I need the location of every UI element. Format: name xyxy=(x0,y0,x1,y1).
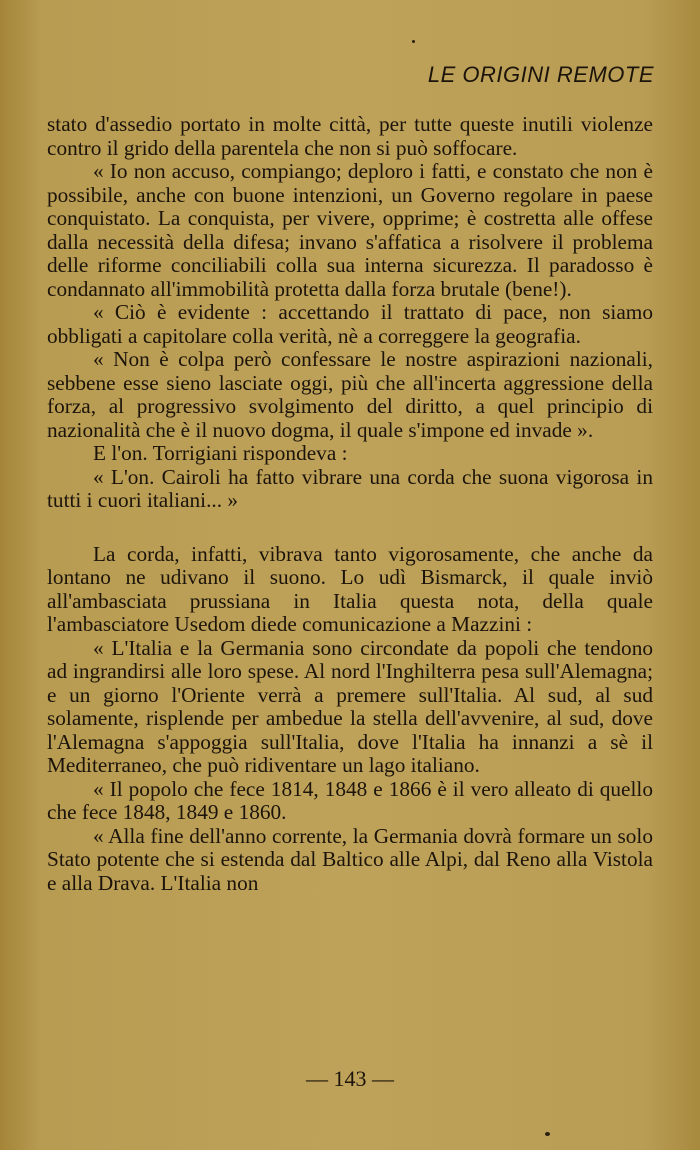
page-body xyxy=(47,113,653,895)
paragraph-reply: E l'on. Torrigiani rispondeva : xyxy=(93,441,348,465)
page-number: — 143 — xyxy=(306,1066,394,1091)
paragraph-quote: « Non è colpa però confessare le nostre aspirazioni nazionali, sebbene esse sieno lasciate oggi, più che all'incerta aggressione della forza, al progressivo svolgimento del diritto, a quel principio di nazionalità che è il nuovo dogma, il quale s'impone ed invade ». xyxy=(47,347,653,442)
paragraph-quote: « L'Italia e la Germania sono circondate da popoli che tendono ad ingrandirsi alle loro spese. Al nord l'Inghilterra pesa sull'Alemagna; e un giorno l'Oriente verrà a premere sull'Italia. Al sud, al sud solamente, risplende per ambedue la stella dell'avvenire, al sud, dove l'Alemagna s'appoggia sull'Italia, dove l'Italia ha innanzi a sè il Mediterraneo, che può ridiventare un lago italiano. xyxy=(47,635,653,777)
running-head: LE ORIGINI REMOTE xyxy=(427,62,654,87)
paragraph-quote: « Alla fine dell'anno corrente, la Germania dovrà formare un solo Stato potente che si estenda dal Baltico alle Alpi, dal Reno alla Vistola e alla Drava. L'Italia non xyxy=(47,823,653,895)
paragraph-body: La corda, infatti, vibrava tanto vigorosamente, che anche da lontano ne udivano il suono. Lo udì Bismarck, il quale inviò all'ambasciata prussiana in Italia questa nota, della quale l'ambasciatore Usedom diede comunicazione a Mazzini : xyxy=(47,541,653,636)
paragraph-quote: « Il popolo che fece 1814, 1848 e 1866 è il vero alleato di quello che fece 1848, 1849 e 1860. xyxy=(47,776,653,824)
paper-speck xyxy=(412,40,415,43)
paragraph-quote: « L'on. Cairoli ha fatto vibrare una corda che suona vigorosa in tutti i cuori italiani... » xyxy=(47,464,653,512)
paragraph-continuation: stato d'assedio portato in molte città, per tutte queste inutili violenze contro il grido della parentela che non si può soffocare. xyxy=(47,112,653,160)
paper-speck xyxy=(545,1132,550,1136)
section-gap xyxy=(47,513,653,543)
paragraph-quote: « Ciò è evidente : accettando il trattato di pace, non siamo obbligati a capitolare colla verità, nè a correggere la geografia. xyxy=(47,300,653,348)
paragraph-quote: « Io non accuso, compiango; deploro i fatti, e constato che non è possibile, anche con buone intenzioni, un Governo regolare in paese conquistato. La conquista, per vivere, opprime; è costretta alle offese dalla necessità della difesa; invano s'affatica a risolvere il problema delle riforme conciliabili colla sua interna sicurezza. Il paradosso è condannato all'immobilità protetta dalla forza brutale (bene!). xyxy=(47,159,653,301)
